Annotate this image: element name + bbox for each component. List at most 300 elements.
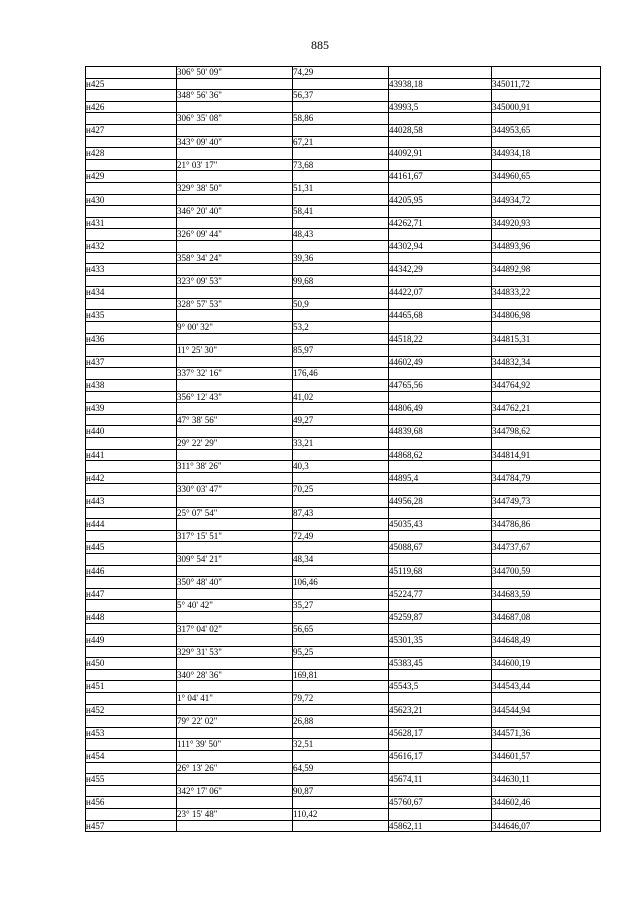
empty-cell xyxy=(86,530,177,542)
y-coordinate: 344832,34 xyxy=(492,356,601,368)
empty-cell xyxy=(389,159,492,171)
direction-angle: 358° 34' 24" xyxy=(177,252,293,264)
segment-row xyxy=(86,484,601,496)
direction-angle: 346° 20' 40" xyxy=(177,206,293,218)
empty-cell xyxy=(86,600,177,612)
empty-cell xyxy=(86,67,177,79)
empty-cell xyxy=(492,530,601,542)
y-coordinate: 344762,21 xyxy=(492,403,601,415)
segment-length: 74,29 xyxy=(293,67,389,79)
empty-cell xyxy=(492,182,601,194)
point-name: н431 xyxy=(86,217,177,229)
x-coordinate: 45862,11 xyxy=(389,820,492,832)
empty-cell xyxy=(177,704,293,716)
point-row xyxy=(86,797,601,809)
empty-cell xyxy=(389,391,492,403)
empty-cell xyxy=(293,611,389,623)
empty-cell xyxy=(86,461,177,473)
segment-row xyxy=(86,298,601,310)
empty-cell xyxy=(492,669,601,681)
empty-cell xyxy=(492,345,601,357)
empty-cell xyxy=(293,240,389,252)
x-coordinate: 45760,67 xyxy=(389,797,492,809)
segment-length: 32,51 xyxy=(293,739,389,751)
direction-angle: 348° 56' 36" xyxy=(177,90,293,102)
point-row xyxy=(86,704,601,716)
empty-cell xyxy=(389,646,492,658)
empty-cell xyxy=(86,646,177,658)
empty-cell xyxy=(177,240,293,252)
segment-length: 110,42 xyxy=(293,809,389,821)
segment-row xyxy=(86,553,601,565)
x-coordinate: 45119,68 xyxy=(389,565,492,577)
point-name: н446 xyxy=(86,565,177,577)
empty-cell xyxy=(177,356,293,368)
empty-cell xyxy=(492,275,601,287)
segment-length: 56,65 xyxy=(293,623,389,635)
empty-cell xyxy=(177,751,293,763)
y-coordinate: 344600,19 xyxy=(492,658,601,670)
segment-row xyxy=(86,113,601,125)
segment-row xyxy=(86,785,601,797)
page-number: 885 xyxy=(311,38,329,52)
empty-cell xyxy=(177,194,293,206)
empty-cell xyxy=(389,809,492,821)
x-coordinate: 44422,07 xyxy=(389,287,492,299)
segment-row xyxy=(86,438,601,450)
segment-length: 58,41 xyxy=(293,206,389,218)
direction-angle: 47° 38' 56" xyxy=(177,414,293,426)
y-coordinate: 344953,65 xyxy=(492,124,601,136)
segment-length: 53,2 xyxy=(293,322,389,334)
empty-cell xyxy=(389,136,492,148)
y-coordinate: 344630,11 xyxy=(492,774,601,786)
empty-cell xyxy=(86,206,177,218)
x-coordinate: 44956,28 xyxy=(389,495,492,507)
y-coordinate: 344737,67 xyxy=(492,542,601,554)
segment-row xyxy=(86,600,601,612)
y-coordinate: 344687,08 xyxy=(492,611,601,623)
empty-cell xyxy=(293,171,389,183)
empty-cell xyxy=(86,809,177,821)
direction-angle: 11° 25' 30" xyxy=(177,345,293,357)
point-row xyxy=(86,101,601,113)
y-coordinate: 344646,07 xyxy=(492,820,601,832)
point-name: н457 xyxy=(86,820,177,832)
point-name: н432 xyxy=(86,240,177,252)
point-name: н445 xyxy=(86,542,177,554)
point-row xyxy=(86,565,601,577)
point-name: н447 xyxy=(86,588,177,600)
empty-cell xyxy=(389,739,492,751)
y-coordinate: 344934,18 xyxy=(492,148,601,160)
empty-cell xyxy=(177,681,293,693)
direction-angle: 1° 04' 41" xyxy=(177,693,293,705)
x-coordinate: 44262,71 xyxy=(389,217,492,229)
point-name: н456 xyxy=(86,797,177,809)
empty-cell xyxy=(492,577,601,589)
empty-cell xyxy=(389,484,492,496)
x-coordinate: 44602,49 xyxy=(389,356,492,368)
empty-cell xyxy=(177,611,293,623)
segment-row xyxy=(86,414,601,426)
segment-length: 41,02 xyxy=(293,391,389,403)
empty-cell xyxy=(86,136,177,148)
empty-cell xyxy=(177,797,293,809)
direction-angle: 323° 09' 53" xyxy=(177,275,293,287)
empty-cell xyxy=(293,148,389,160)
empty-cell xyxy=(293,287,389,299)
x-coordinate: 45259,87 xyxy=(389,611,492,623)
direction-angle: 329° 38' 50" xyxy=(177,182,293,194)
empty-cell xyxy=(492,785,601,797)
empty-cell xyxy=(389,67,492,79)
empty-cell xyxy=(86,391,177,403)
direction-angle: 309° 54' 21" xyxy=(177,553,293,565)
point-row xyxy=(86,426,601,438)
direction-angle: 79° 22' 02" xyxy=(177,716,293,728)
point-row xyxy=(86,681,601,693)
segment-row xyxy=(86,159,601,171)
empty-cell xyxy=(389,693,492,705)
x-coordinate: 44342,29 xyxy=(389,264,492,276)
segment-row xyxy=(86,345,601,357)
empty-cell xyxy=(389,229,492,241)
empty-cell xyxy=(492,298,601,310)
empty-cell xyxy=(86,785,177,797)
direction-angle: 317° 04' 02" xyxy=(177,623,293,635)
point-name: н435 xyxy=(86,310,177,322)
x-coordinate: 43938,18 xyxy=(389,78,492,90)
segment-length: 35,27 xyxy=(293,600,389,612)
x-coordinate: 45628,17 xyxy=(389,727,492,739)
empty-cell xyxy=(177,333,293,345)
empty-cell xyxy=(492,762,601,774)
point-row xyxy=(86,148,601,160)
y-coordinate: 344700,59 xyxy=(492,565,601,577)
empty-cell xyxy=(177,519,293,531)
x-coordinate: 44028,58 xyxy=(389,124,492,136)
segment-length: 58,86 xyxy=(293,113,389,125)
segment-row xyxy=(86,669,601,681)
empty-cell xyxy=(389,90,492,102)
empty-cell xyxy=(293,310,389,322)
x-coordinate: 44205,95 xyxy=(389,194,492,206)
point-row xyxy=(86,519,601,531)
empty-cell xyxy=(492,646,601,658)
direction-angle: 25° 07' 54" xyxy=(177,507,293,519)
y-coordinate: 344798,62 xyxy=(492,426,601,438)
empty-cell xyxy=(389,553,492,565)
point-name: н449 xyxy=(86,635,177,647)
point-row xyxy=(86,310,601,322)
point-row xyxy=(86,449,601,461)
point-name: н448 xyxy=(86,611,177,623)
empty-cell xyxy=(177,820,293,832)
point-name: н453 xyxy=(86,727,177,739)
empty-cell xyxy=(177,449,293,461)
segment-length: 39,36 xyxy=(293,252,389,264)
segment-row xyxy=(86,646,601,658)
segment-length: 67,21 xyxy=(293,136,389,148)
direction-angle: 350° 48' 40" xyxy=(177,577,293,589)
empty-cell xyxy=(492,136,601,148)
empty-cell xyxy=(492,159,601,171)
direction-angle: 317° 15' 51" xyxy=(177,530,293,542)
segment-length: 99,68 xyxy=(293,275,389,287)
empty-cell xyxy=(293,380,389,392)
point-row xyxy=(86,194,601,206)
segment-row xyxy=(86,577,601,589)
empty-cell xyxy=(293,472,389,484)
empty-cell xyxy=(293,426,389,438)
segment-length: 106,46 xyxy=(293,577,389,589)
empty-cell xyxy=(177,101,293,113)
direction-angle: 29° 22' 29" xyxy=(177,438,293,450)
empty-cell xyxy=(492,739,601,751)
empty-cell xyxy=(492,438,601,450)
empty-cell xyxy=(177,727,293,739)
segment-length: 33,21 xyxy=(293,438,389,450)
y-coordinate: 344786,86 xyxy=(492,519,601,531)
empty-cell xyxy=(86,553,177,565)
segment-row xyxy=(86,530,601,542)
empty-cell xyxy=(389,600,492,612)
x-coordinate: 45301,35 xyxy=(389,635,492,647)
empty-cell xyxy=(293,495,389,507)
y-coordinate: 345011,72 xyxy=(492,78,601,90)
empty-cell xyxy=(86,322,177,334)
y-coordinate: 344806,98 xyxy=(492,310,601,322)
segment-row xyxy=(86,90,601,102)
point-row xyxy=(86,171,601,183)
empty-cell xyxy=(86,298,177,310)
empty-cell xyxy=(177,217,293,229)
empty-cell xyxy=(177,287,293,299)
direction-angle: 328° 57' 53" xyxy=(177,298,293,310)
direction-angle: 326° 09' 44" xyxy=(177,229,293,241)
y-coordinate: 344960,65 xyxy=(492,171,601,183)
direction-angle: 23° 15' 48" xyxy=(177,809,293,821)
empty-cell xyxy=(492,623,601,635)
empty-cell xyxy=(389,461,492,473)
empty-cell xyxy=(293,588,389,600)
segment-length: 73,68 xyxy=(293,159,389,171)
empty-cell xyxy=(492,693,601,705)
direction-angle: 5° 40' 42" xyxy=(177,600,293,612)
y-coordinate: 344784,79 xyxy=(492,472,601,484)
point-name: н437 xyxy=(86,356,177,368)
point-name: н444 xyxy=(86,519,177,531)
point-row xyxy=(86,588,601,600)
point-row xyxy=(86,403,601,415)
empty-cell xyxy=(177,426,293,438)
empty-cell xyxy=(492,90,601,102)
empty-cell xyxy=(86,252,177,264)
empty-cell xyxy=(293,519,389,531)
direction-angle: 26° 13' 26" xyxy=(177,762,293,774)
segment-length: 95,25 xyxy=(293,646,389,658)
empty-cell xyxy=(86,182,177,194)
segment-row xyxy=(86,716,601,728)
y-coordinate: 344683,59 xyxy=(492,588,601,600)
segment-row xyxy=(86,67,601,79)
x-coordinate: 44868,62 xyxy=(389,449,492,461)
y-coordinate: 344934,72 xyxy=(492,194,601,206)
empty-cell xyxy=(293,356,389,368)
empty-cell xyxy=(86,229,177,241)
point-row xyxy=(86,217,601,229)
empty-cell xyxy=(177,774,293,786)
segment-row xyxy=(86,368,601,380)
empty-cell xyxy=(389,275,492,287)
empty-cell xyxy=(492,252,601,264)
empty-cell xyxy=(177,148,293,160)
empty-cell xyxy=(492,113,601,125)
point-row xyxy=(86,611,601,623)
point-name: н425 xyxy=(86,78,177,90)
segment-length: 176,46 xyxy=(293,368,389,380)
empty-cell xyxy=(293,774,389,786)
point-name: н440 xyxy=(86,426,177,438)
empty-cell xyxy=(389,623,492,635)
point-row xyxy=(86,542,601,554)
segment-row xyxy=(86,809,601,821)
point-row xyxy=(86,333,601,345)
empty-cell xyxy=(177,264,293,276)
direction-angle: 329° 31' 53" xyxy=(177,646,293,658)
segment-row xyxy=(86,391,601,403)
empty-cell xyxy=(492,461,601,473)
empty-cell xyxy=(293,449,389,461)
empty-cell xyxy=(86,113,177,125)
empty-cell xyxy=(177,78,293,90)
point-row xyxy=(86,727,601,739)
segment-length: 79,72 xyxy=(293,693,389,705)
segment-length: 72,49 xyxy=(293,530,389,542)
empty-cell xyxy=(177,495,293,507)
y-coordinate: 344648,49 xyxy=(492,635,601,647)
empty-cell xyxy=(86,623,177,635)
segment-row xyxy=(86,275,601,287)
empty-cell xyxy=(389,113,492,125)
empty-cell xyxy=(293,751,389,763)
segment-row xyxy=(86,461,601,473)
empty-cell xyxy=(86,484,177,496)
point-row xyxy=(86,635,601,647)
empty-cell xyxy=(177,635,293,647)
empty-cell xyxy=(389,716,492,728)
empty-cell xyxy=(86,507,177,519)
x-coordinate: 45088,67 xyxy=(389,542,492,554)
empty-cell xyxy=(177,403,293,415)
empty-cell xyxy=(492,809,601,821)
empty-cell xyxy=(86,438,177,450)
empty-cell xyxy=(389,298,492,310)
point-name: н439 xyxy=(86,403,177,415)
empty-cell xyxy=(86,90,177,102)
empty-cell xyxy=(86,716,177,728)
empty-cell xyxy=(293,820,389,832)
segment-length: 64,59 xyxy=(293,762,389,774)
segment-length: 70,25 xyxy=(293,484,389,496)
direction-angle: 356° 12' 43" xyxy=(177,391,293,403)
empty-cell xyxy=(86,577,177,589)
segment-length: 85,97 xyxy=(293,345,389,357)
point-name: н455 xyxy=(86,774,177,786)
empty-cell xyxy=(389,206,492,218)
point-name: н430 xyxy=(86,194,177,206)
empty-cell xyxy=(492,507,601,519)
y-coordinate: 344814,91 xyxy=(492,449,601,461)
segment-row xyxy=(86,229,601,241)
x-coordinate: 44092,91 xyxy=(389,148,492,160)
direction-angle: 311° 38' 26" xyxy=(177,461,293,473)
segment-length: 40,3 xyxy=(293,461,389,473)
point-row xyxy=(86,774,601,786)
point-row xyxy=(86,78,601,90)
empty-cell xyxy=(389,785,492,797)
empty-cell xyxy=(389,252,492,264)
x-coordinate: 45616,17 xyxy=(389,751,492,763)
direction-angle: 21° 03' 17" xyxy=(177,159,293,171)
empty-cell xyxy=(86,762,177,774)
empty-cell xyxy=(389,669,492,681)
point-name: н438 xyxy=(86,380,177,392)
empty-cell xyxy=(293,704,389,716)
point-name: н429 xyxy=(86,171,177,183)
segment-length: 26,88 xyxy=(293,716,389,728)
point-name: н454 xyxy=(86,751,177,763)
empty-cell xyxy=(389,507,492,519)
point-name: н443 xyxy=(86,495,177,507)
x-coordinate: 45623,21 xyxy=(389,704,492,716)
y-coordinate: 344571,36 xyxy=(492,727,601,739)
x-coordinate: 45383,45 xyxy=(389,658,492,670)
segment-row xyxy=(86,693,601,705)
empty-cell xyxy=(492,716,601,728)
empty-cell xyxy=(293,635,389,647)
point-name: н433 xyxy=(86,264,177,276)
segment-row xyxy=(86,739,601,751)
empty-cell xyxy=(293,264,389,276)
x-coordinate: 44518,22 xyxy=(389,333,492,345)
empty-cell xyxy=(389,577,492,589)
empty-cell xyxy=(86,414,177,426)
empty-cell xyxy=(293,658,389,670)
point-name: н434 xyxy=(86,287,177,299)
y-coordinate: 344893,96 xyxy=(492,240,601,252)
x-coordinate: 44465,68 xyxy=(389,310,492,322)
point-row xyxy=(86,380,601,392)
y-coordinate: 344544,94 xyxy=(492,704,601,716)
empty-cell xyxy=(293,681,389,693)
empty-cell xyxy=(492,368,601,380)
empty-cell xyxy=(389,438,492,450)
point-name: н436 xyxy=(86,333,177,345)
point-row xyxy=(86,264,601,276)
x-coordinate: 43993,5 xyxy=(389,101,492,113)
empty-cell xyxy=(389,530,492,542)
empty-cell xyxy=(389,345,492,357)
y-coordinate: 344543,44 xyxy=(492,681,601,693)
direction-angle: 337° 32' 16" xyxy=(177,368,293,380)
y-coordinate: 344602,46 xyxy=(492,797,601,809)
point-name: н428 xyxy=(86,148,177,160)
segment-row xyxy=(86,762,601,774)
empty-cell xyxy=(177,380,293,392)
coordinates-table xyxy=(85,66,601,832)
